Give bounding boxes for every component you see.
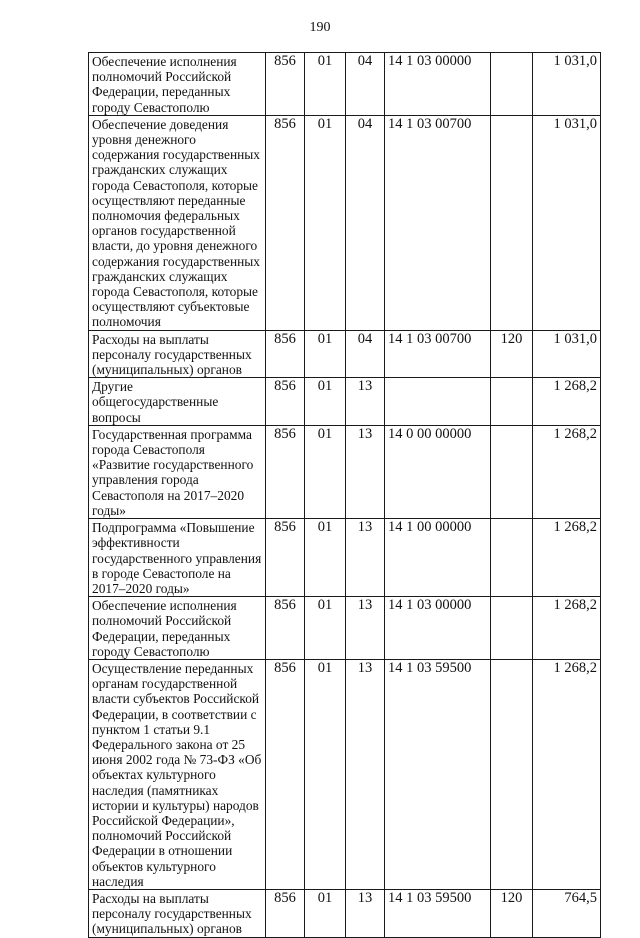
row-name-cell: Обеспечение исполнения полномочий Российской Федерации, переданных городу Севастополю xyxy=(89,53,266,116)
grbs-code-cell: 856 xyxy=(266,115,305,330)
table-row xyxy=(89,115,601,330)
table-row xyxy=(89,425,601,518)
row-name-cell: Расходы на выплаты персоналу государственных (муниципальных) органов xyxy=(89,330,266,378)
section-code-cell: 01 xyxy=(305,659,346,889)
grbs-code-cell: 856 xyxy=(266,53,305,116)
expense-type-cell xyxy=(491,378,533,426)
row-name-cell: Обеспечение исполнения полномочий Российской Федерации, переданных городу Севастополю xyxy=(89,597,266,660)
row-name-cell: Расходы на выплаты персоналу государственных (муниципальных) органов xyxy=(89,889,266,937)
amount-cell: 1 268,2 xyxy=(533,519,601,597)
target-article-cell: 14 1 03 59500 xyxy=(385,659,491,889)
grbs-code-cell: 856 xyxy=(266,889,305,937)
expense-type-cell: 120 xyxy=(491,889,533,937)
grbs-code-cell: 856 xyxy=(266,659,305,889)
section-code-cell: 01 xyxy=(305,597,346,660)
target-article-cell xyxy=(385,378,491,426)
amount-cell: 764,5 xyxy=(533,889,601,937)
expense-type-cell xyxy=(491,519,533,597)
table-row xyxy=(89,519,601,597)
row-name-cell: Осуществление переданных органам государственной власти субъектов Российской Федерации, в соответствии с пунктом 1 статьи 9.1 Федерального закона от 25 июня 2002 года № 73-ФЗ «Об объектах культурного наследия (памятниках истории и культуры) народов Российской Федерации», полномочий Российской Федерации в отношении объектов культурного наследия xyxy=(89,659,266,889)
expense-type-cell xyxy=(491,425,533,518)
subsection-code-cell: 13 xyxy=(346,597,385,660)
subsection-code-cell: 04 xyxy=(346,330,385,378)
section-code-cell: 01 xyxy=(305,519,346,597)
target-article-cell: 14 1 03 59500 xyxy=(385,889,491,937)
amount-cell: 1 268,2 xyxy=(533,597,601,660)
target-article-cell: 14 1 03 00000 xyxy=(385,597,491,660)
grbs-code-cell: 856 xyxy=(266,597,305,660)
amount-cell: 1 268,2 xyxy=(533,659,601,889)
expense-type-cell xyxy=(491,115,533,330)
expense-type-cell xyxy=(491,659,533,889)
grbs-code-cell: 856 xyxy=(266,330,305,378)
row-name-cell: Другие общегосударственные вопросы xyxy=(89,378,266,426)
subsection-code-cell: 04 xyxy=(346,53,385,116)
row-name-cell: Обеспечение доведения уровня денежного содержания государственных гражданских служащих города Севастополя, которые осуществляют переданные полномочия федеральных органов государственной власти, до уровня денежного содержания государственных гражданских служащих города Севастополя, которые осуществляют субъектовые полномочия xyxy=(89,115,266,330)
target-article-cell: 14 0 00 00000 xyxy=(385,425,491,518)
amount-cell: 1 268,2 xyxy=(533,425,601,518)
amount-cell: 1 031,0 xyxy=(533,330,601,378)
section-code-cell: 01 xyxy=(305,425,346,518)
amount-cell: 1 268,2 xyxy=(533,378,601,426)
section-code-cell: 01 xyxy=(305,330,346,378)
row-name-cell: Подпрограмма «Повышение эффективности государственного управления в городе Севастополе на 2017–2020 годы» xyxy=(89,519,266,597)
section-code-cell: 01 xyxy=(305,889,346,937)
expense-type-cell xyxy=(491,597,533,660)
subsection-code-cell: 13 xyxy=(346,378,385,426)
subsection-code-cell: 13 xyxy=(346,519,385,597)
subsection-code-cell: 13 xyxy=(346,425,385,518)
target-article-cell: 14 1 03 00700 xyxy=(385,330,491,378)
section-code-cell: 01 xyxy=(305,378,346,426)
target-article-cell: 14 1 00 00000 xyxy=(385,519,491,597)
table-row xyxy=(89,889,601,937)
row-name-cell: Государственная программа города Севастополя «Развитие государственного управления города Севастополя на 2017–2020 годы» xyxy=(89,425,266,518)
amount-cell: 1 031,0 xyxy=(533,115,601,330)
subsection-code-cell: 04 xyxy=(346,115,385,330)
page-number: 190 xyxy=(309,20,331,35)
expense-type-cell xyxy=(491,53,533,116)
table-row xyxy=(89,378,601,426)
grbs-code-cell: 856 xyxy=(266,378,305,426)
grbs-code-cell: 856 xyxy=(266,425,305,518)
section-code-cell: 01 xyxy=(305,53,346,116)
table-row xyxy=(89,659,601,889)
target-article-cell: 14 1 03 00000 xyxy=(385,53,491,116)
budget-table xyxy=(88,52,601,938)
expense-type-cell: 120 xyxy=(491,330,533,378)
grbs-code-cell: 856 xyxy=(266,519,305,597)
amount-cell: 1 031,0 xyxy=(533,53,601,116)
subsection-code-cell: 13 xyxy=(346,889,385,937)
section-code-cell: 01 xyxy=(305,115,346,330)
target-article-cell: 14 1 03 00700 xyxy=(385,115,491,330)
subsection-code-cell: 13 xyxy=(346,659,385,889)
table-row xyxy=(89,53,601,116)
table-row xyxy=(89,597,601,660)
table-row xyxy=(89,330,601,378)
